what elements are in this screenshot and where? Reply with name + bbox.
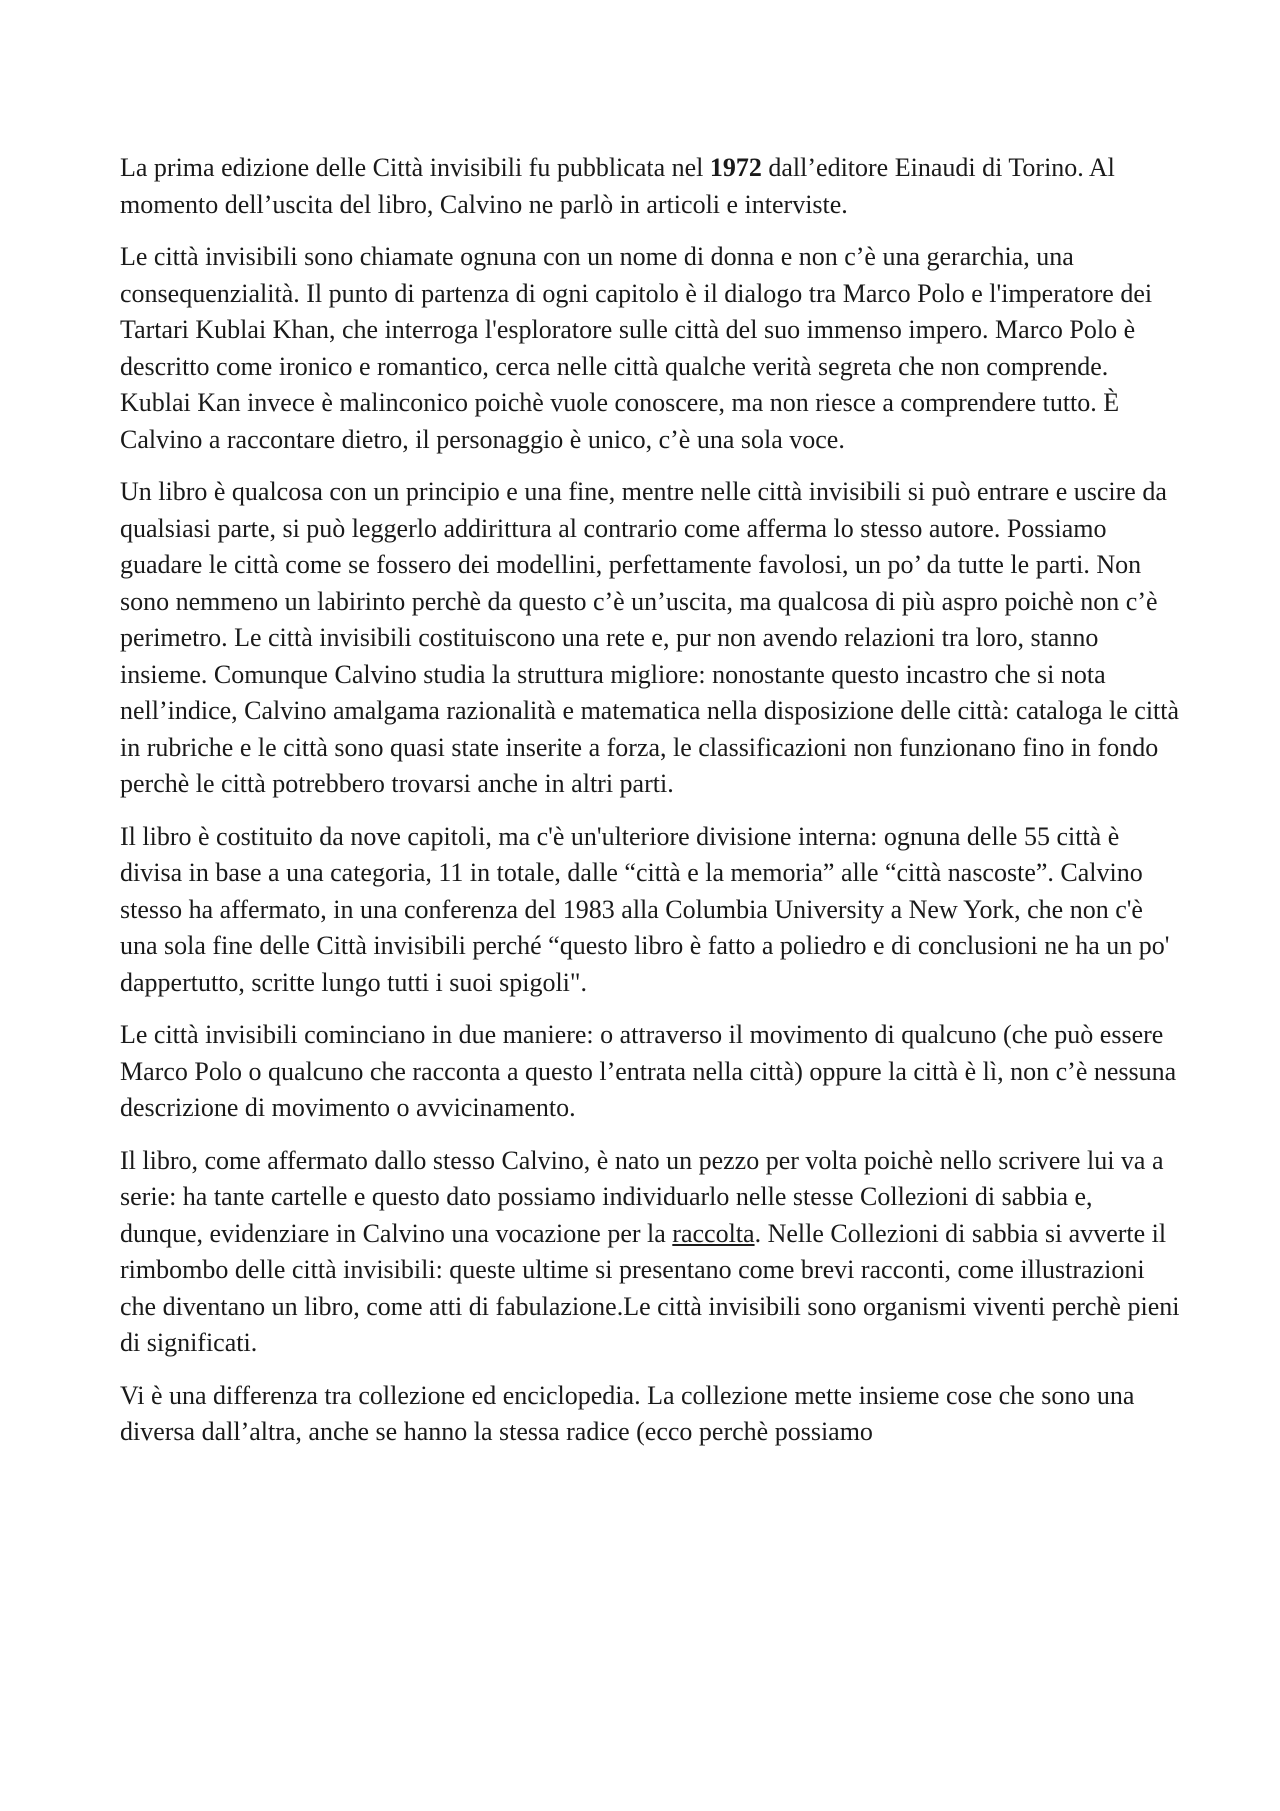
paragraph-5: Le città invisibili cominciano in due maniere: o attraverso il movimento di qualcuno (che può essere Marco Polo o qualcuno che racconta a questo l’entrata nella città) oppure la città è lì, non c’è nessuna descrizione di movimento o avvicinamento. (120, 1020, 1177, 1122)
paragraph-4: Il libro è costituito da nove capitoli, ma c'è un'ulteriore divisione interna: ognuna delle 55 città è divisa in base a una categoria, 11 in totale, dalle “città e la memoria” alle “città nascoste”. Calvino stesso ha affermato, in una conferenza del 1983 alla Columbia University a New York, che non c'è una sola fine delle Città invisibili perché “questo libro è fatto a poliedro e di conclusioni ne ha un po' dappertutto, scritte lungo tutti i suoi spigoli". (120, 821, 1170, 997)
paragraph-6-text-a: Il libro, come affermato dallo stesso Calvino, è nato un pezzo per volta poichè nello scrivere lui va a serie: ha tante cartelle e questo dato possiamo individuarlo nelle stesse Collezioni di sabbia e, dunque, evidenziare in Calvino una vocazione per la (120, 1145, 1164, 1248)
paragraph-1 (120, 150, 1180, 223)
paragraph-3: Un libro è qualcosa con un principio e una fine, mentre nelle città invisibili si può entrare e uscire da qualsiasi parte, si può leggerlo addirittura al contrario come afferma lo stesso autore. Possiamo guadare le città come se fossero dei modellini, perfettamente favolosi, un po’ da tutte le parti. Non sono nemmeno un labirinto perchè da questo c’è un’uscita, ma qualcosa di più aspro poichè non c’è perimetro. Le città invisibili costituiscono una rete e, pur non avendo relazioni tra loro, stanno insieme. Comunque Calvino studia la struttura migliore: nonostante questo incastro che si nota nell’indice, Calvino amalgama razionalità e matematica nella disposizione delle città: cataloga le città in rubriche e le città sono quasi state inserite a forza, le classificazioni non funzionano fino in fondo perchè le città potrebbero trovarsi anche in altri parti. (120, 477, 1180, 798)
paragraph-7: Vi è una differenza tra collezione ed enciclopedia. La collezione mette insieme cose che sono una diversa dall’altra, anche se hanno la stessa radice (ecco perchè possiamo (120, 1380, 1135, 1446)
raccolta-link[interactable]: raccolta (672, 1218, 755, 1248)
paragraph-1-text-a: La prima edizione delle Città invisibili fu pubblicata nel (120, 153, 710, 182)
paragraph-6 (120, 1143, 1180, 1362)
paragraph-2: Le città invisibili sono chiamate ognuna con un nome di donna e non c’è una gerarchia, una consequenzialità. Il punto di partenza di ogni capitolo è il dialogo tra Marco Polo e l'imperatore dei Tartari Kublai Khan, che interroga l'esploratore sulle città del suo immenso impero. Marco Polo è descritto come ironico e romantico, cerca nelle città qualche verità segreta che non comprende. Kublai Kan invece è malinconico poichè vuole conoscere, ma non riesce a comprendere tutto. È Calvino a raccontare dietro, il personaggio è unico, c’è una sola voce. (120, 242, 1153, 454)
paragraph-1-text-b: dall’editore Einaudi di Torino. Al momento dell’uscita del libro, Calvino ne parlò in articoli e interviste. (120, 153, 1115, 219)
document-body (120, 150, 1180, 1451)
publication-year: 1972 (709, 153, 762, 182)
paragraph-6-text-b: . Nelle Collezioni di sabbia si avverte il rimbombo delle città invisibili: queste ultime si presentano come brevi racconti, come illustrazioni che diventano un libro, come atti di fabulazione.Le città invisibili sono organismi viventi perchè pieni di significati. (120, 1218, 1180, 1357)
